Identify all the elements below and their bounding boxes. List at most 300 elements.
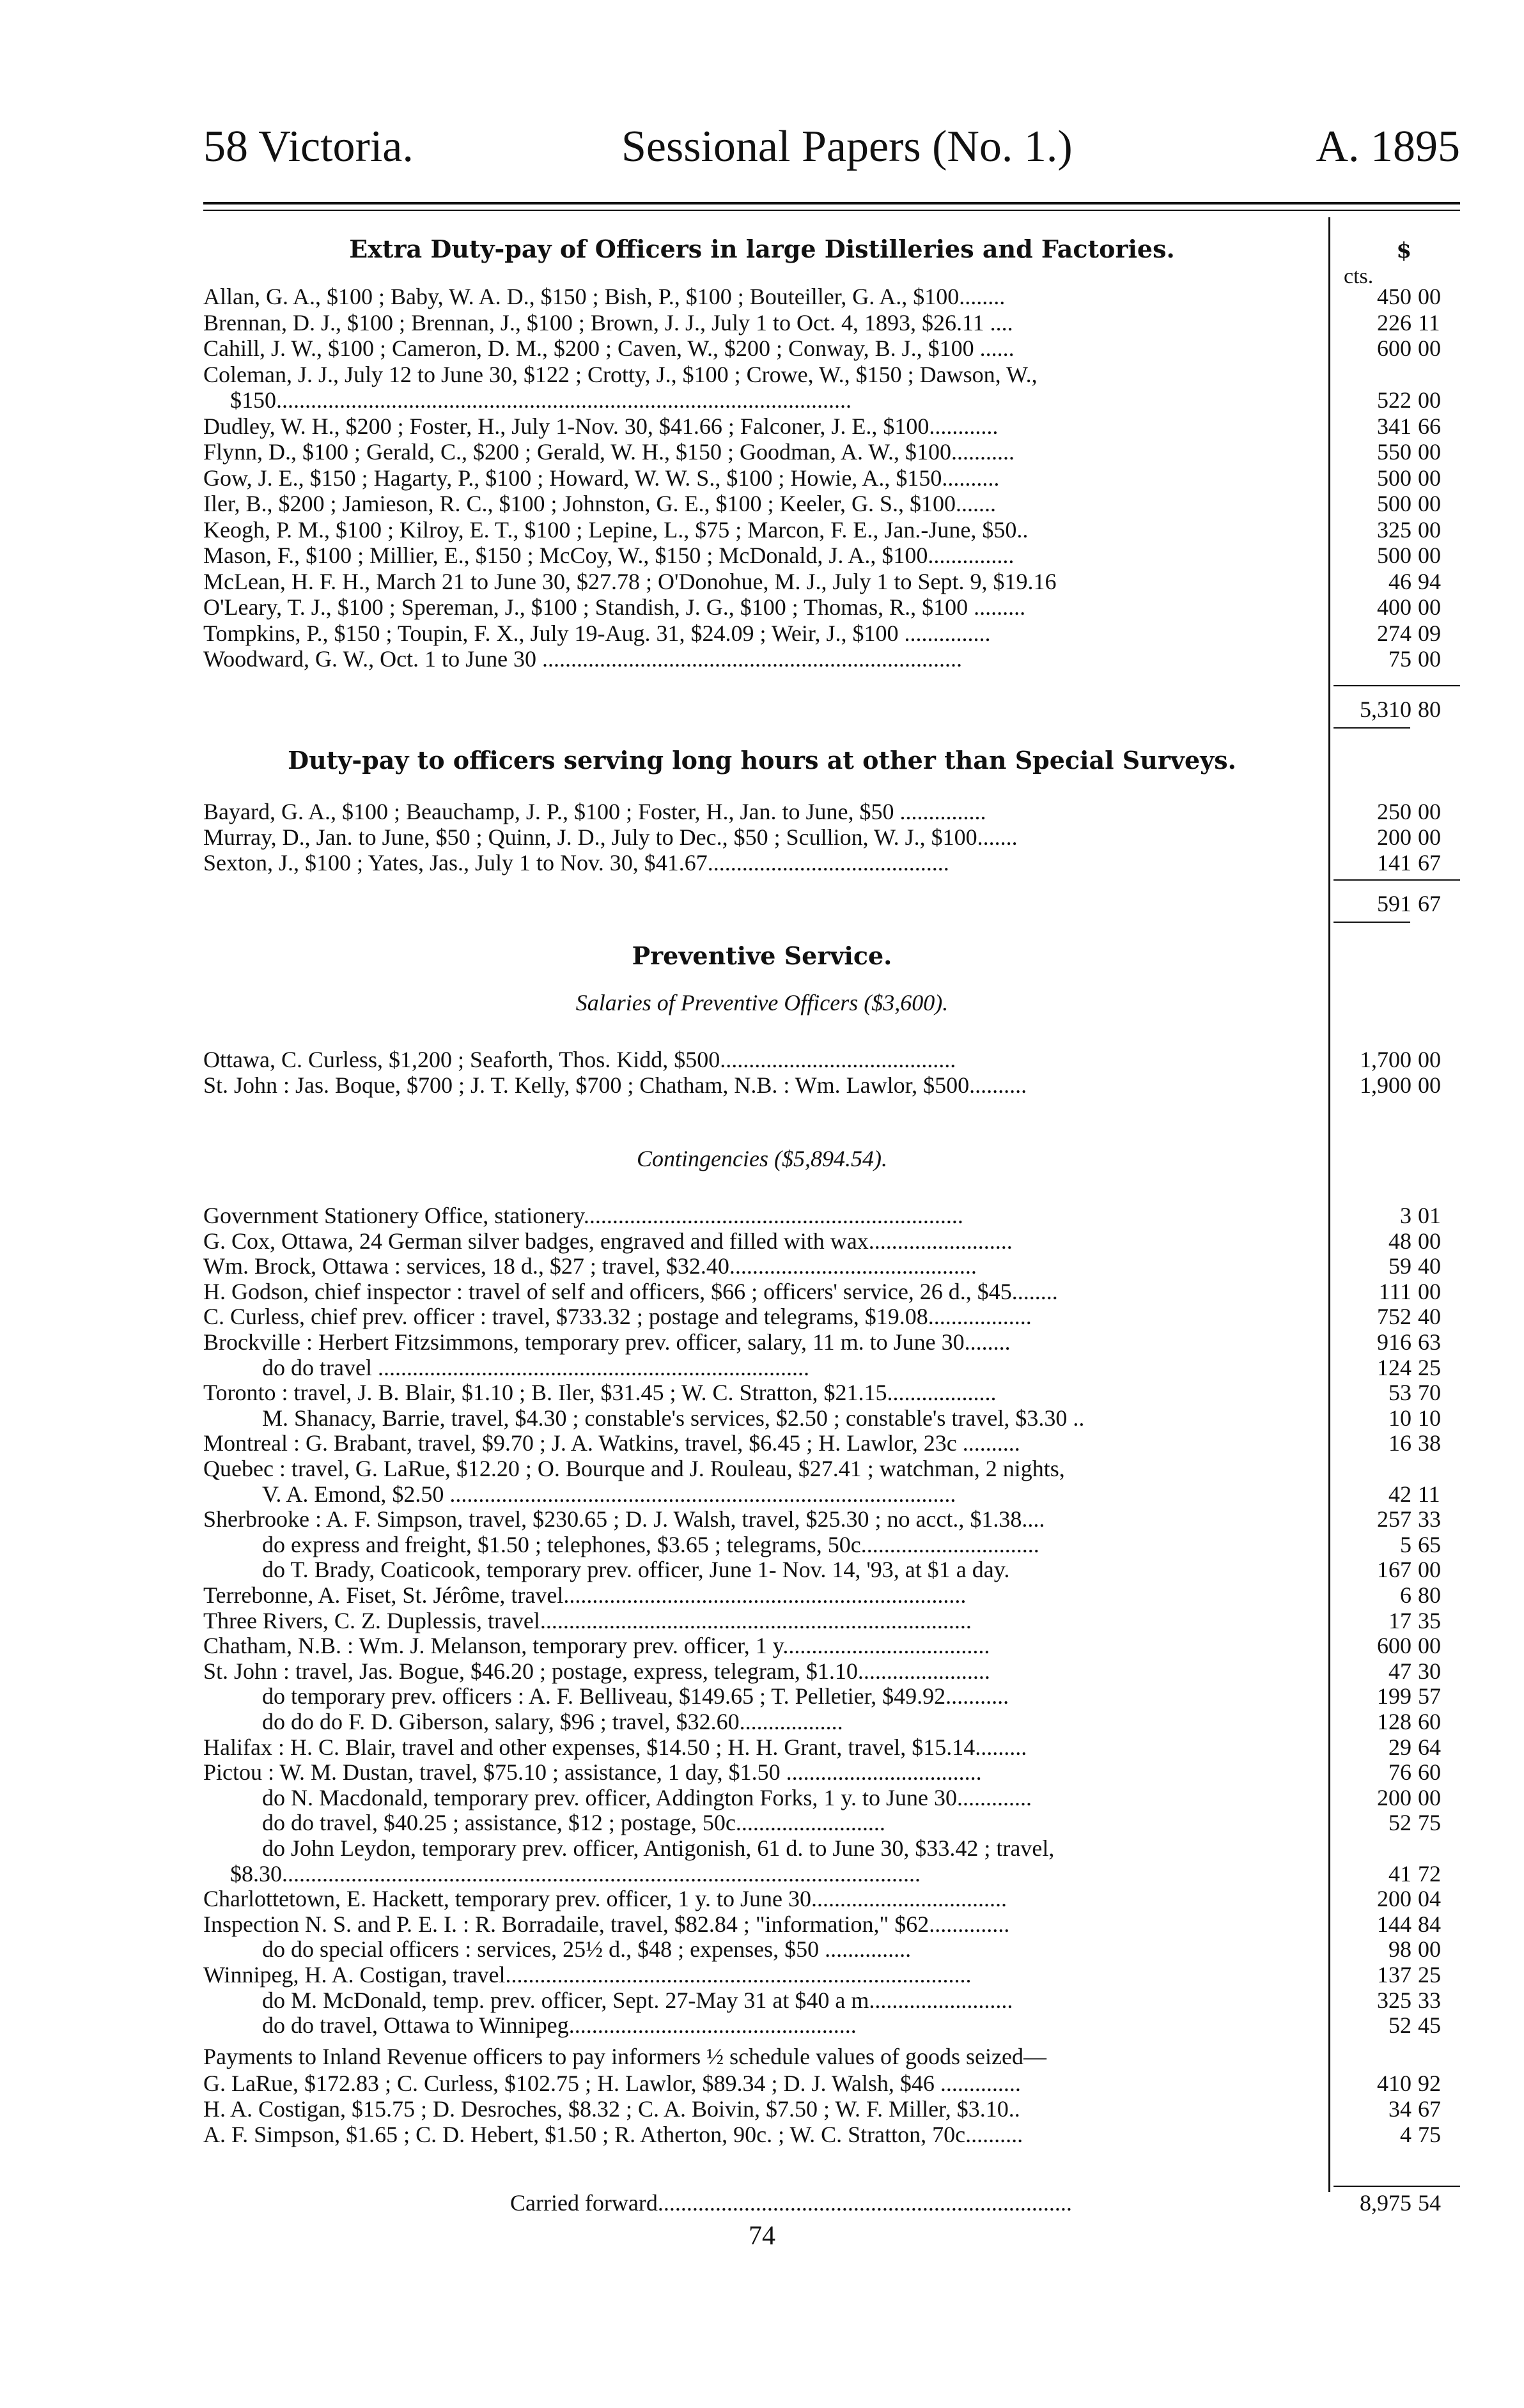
entry-amount: [1337, 594, 1460, 620]
section1-total-dollars: 5,310: [1360, 697, 1411, 722]
carried-forward-line: [203, 2190, 1321, 2216]
entry-text: V. A. Emond, $2.50 ........................................................................................: [262, 1481, 956, 1507]
entry-row: [0, 1810, 1524, 1835]
entry-amount: [1337, 1810, 1460, 1835]
entry-cents: 67: [1418, 850, 1441, 876]
entry-cents: 00: [1418, 465, 1441, 491]
entry-row: [0, 1633, 1524, 1658]
entry-text: $8.30...............................................................................................................: [230, 1860, 921, 1887]
entry-text: Halifax : H. C. Blair, travel and other expenses, $14.50 ; H. H. Grant, travel, $15.14.........: [203, 1734, 1027, 1760]
entry-dollars: 6: [1400, 1582, 1411, 1608]
entry-cents: 72: [1418, 1860, 1441, 1887]
entry-row: [0, 850, 1524, 876]
entry-text: Flynn, D., $100 ; Gerald, C., $200 ; Gerald, W. H., $150 ; Goodman, A. W., $100...........: [203, 439, 1015, 465]
entry-cents: 00: [1418, 1278, 1441, 1304]
entry-row: [0, 569, 1524, 594]
entry-text: Quebec : travel, G. LaRue, $12.20 ; O. Bourque and J. Rouleau, $27.41 ; watchman, 2 nights,: [203, 1456, 1065, 1481]
entry-cents: 67: [1418, 2096, 1441, 2122]
entry-amount: [1337, 569, 1460, 594]
entry-text: Sherbrooke : A. F. Simpson, travel, $230.65 ; D. J. Walsh, travel, $25.30 ; no acct., $1.38....: [203, 1506, 1045, 1532]
entry-text: Pictou : W. M. Dustan, travel, $75.10 ; assistance, 1 day, $1.50 ..................................: [203, 1759, 982, 1786]
entry-dollars: 141: [1377, 850, 1411, 876]
entry-text: Coleman, J. J., July 12 to June 30, $122 ; Crotty, J., $100 ; Crowe, W., $150 ; Dawson, W.,: [203, 361, 1038, 387]
entry-amount: [1337, 799, 1460, 824]
entry-cents: 80: [1418, 1582, 1441, 1608]
entry-cents: 57: [1418, 1683, 1441, 1710]
entry-amount: [1337, 1734, 1460, 1760]
entry-cents: 25: [1418, 1962, 1441, 1987]
entry-row: [0, 439, 1524, 465]
entry-amount: [1337, 1506, 1460, 1532]
entry-dollars: 144: [1377, 1911, 1411, 1937]
entry-text: do do travel, $40.25 ; assistance, $12 ; postage, 50c..........................: [262, 1810, 885, 1836]
entry-row: [0, 1886, 1524, 1911]
entry-text: Woodward, G. W., Oct. 1 to June 30 .........................................................................: [203, 646, 963, 672]
entry-amount: [1337, 1481, 1460, 1507]
entry-dollars: 341: [1377, 413, 1411, 439]
entry-row: [0, 824, 1524, 850]
column-header-amount: [1337, 238, 1460, 289]
entry-text: Tompkins, P., $150 ; Toupin, F. X., July 19-Aug. 31, $24.09 ; Weir, J., $100 ...............: [203, 620, 991, 646]
entry-cents: 11: [1418, 1481, 1440, 1507]
entry-amount: [1337, 1203, 1460, 1228]
entry-amount: [1337, 1633, 1460, 1658]
entry-amount: [1337, 517, 1460, 543]
entry-amount: [1337, 1911, 1460, 1937]
entry-amount: [1337, 284, 1460, 309]
entry-cents: 66: [1418, 413, 1441, 439]
entry-row: [0, 1785, 1524, 1810]
entry-text: St. John : travel, Jas. Bogue, $46.20 ; postage, express, telegram, $1.10.......................: [203, 1658, 990, 1684]
entry-dollars: 5: [1400, 1531, 1411, 1557]
header-session: 58 Victoria.: [203, 122, 414, 171]
entry-cents: 00: [1418, 284, 1441, 309]
entry-dollars: 250: [1377, 799, 1411, 824]
entry-dollars: 274: [1377, 620, 1411, 646]
entry-cents: 00: [1418, 543, 1441, 568]
entry-amount: [1337, 2096, 1460, 2122]
entry-dollars: 76: [1388, 1759, 1411, 1786]
entry-dollars: 52: [1388, 1810, 1411, 1836]
entry-dollars: 500: [1377, 543, 1411, 568]
entry-amount: [1337, 1962, 1460, 1987]
entry-text: do do do F. D. Giberson, salary, $96 ; travel, $32.60..................: [262, 1709, 843, 1734]
entry-amount: [1337, 1279, 1460, 1304]
entry-amount: [1337, 2071, 1460, 2096]
entry-cents: 25: [1418, 1354, 1441, 1380]
entry-text: do express and freight, $1.50 ; telephones, $3.65 ; telegrams, 50c...............................: [262, 1531, 1039, 1557]
entry-row: [0, 1203, 1524, 1228]
entry-cents: 00: [1418, 1557, 1441, 1583]
section2-total: [1337, 891, 1460, 916]
entry-text: G. LaRue, $172.83 ; C. Curless, $102.75 ; H. Lawlor, $89.34 ; D. J. Walsh, $46 ..............: [203, 2071, 1021, 2096]
carried-forward-cents: 54: [1418, 2190, 1441, 2216]
entry-dollars: 48: [1388, 1228, 1411, 1254]
entry-dollars: 29: [1388, 1734, 1411, 1760]
entry-amount: [1337, 1936, 1460, 1962]
entry-row: [0, 1329, 1524, 1355]
entry-text: Gow, J. E., $150 ; Hagarty, P., $100 ; Howard, W. W. S., $100 ; Howie, A., $150..........: [203, 465, 1000, 491]
entry-amount: [1337, 850, 1460, 876]
entry-cents: 63: [1418, 1329, 1441, 1355]
entry-row: [0, 387, 1524, 413]
entry-cents: 65: [1418, 1531, 1441, 1557]
entry-cents: 35: [1418, 1607, 1441, 1633]
entry-cents: 94: [1418, 568, 1441, 594]
entry-amount: [1337, 1253, 1460, 1279]
entry-amount: [1337, 1683, 1460, 1709]
entry-text: Sexton, J., $100 ; Yates, Jas., July 1 to Nov. 30, $41.67..........................................: [203, 850, 949, 876]
entry-row: [0, 413, 1524, 439]
section1-total-rule: [1334, 685, 1460, 686]
entry-amount: [1337, 465, 1460, 491]
entry-amount: [1337, 310, 1460, 336]
entry-dollars: 200: [1377, 1784, 1411, 1810]
entry-dollars: 47: [1388, 1658, 1411, 1684]
entry-amount: [1337, 1861, 1460, 1887]
entry-row: [0, 1658, 1524, 1684]
entry-amount: [1337, 1405, 1460, 1431]
entry-dollars: 325: [1377, 516, 1411, 543]
entry-text: Government Stationery Office, stationery..................................................................: [203, 1203, 963, 1228]
entry-dollars: 325: [1377, 1987, 1411, 2013]
entry-cents: 00: [1418, 439, 1441, 465]
entry-cents: 64: [1418, 1734, 1441, 1760]
entry-row: [0, 2012, 1524, 2038]
header-rule-top: [203, 202, 1460, 205]
entry-dollars: 450: [1377, 284, 1411, 309]
entry-text: Inspection N. S. and P. E. I. : R. Borradaile, travel, $82.84 ; "information," $62..............: [203, 1911, 1010, 1937]
entry-dollars: 53: [1388, 1380, 1411, 1406]
entry-text: Montreal : G. Brabant, travel, $9.70 ; J. A. Watkins, travel, $6.45 ; H. Lawlor, 23c ..........: [203, 1430, 1020, 1456]
header-year: A. 1895: [1316, 122, 1460, 171]
entry-text: H. Godson, chief inspector : travel of self and officers, $66 ; officers' service, 26 d., $45........: [203, 1278, 1058, 1304]
entry-row: [0, 646, 1524, 672]
entry-text: Allan, G. A., $100 ; Baby, W. A. D., $150 ; Bish, P., $100 ; Bouteiller, G. A., $100........: [203, 284, 1006, 309]
entry-amount: [1337, 1532, 1460, 1557]
entry-dollars: 752: [1377, 1304, 1411, 1330]
payments-heading-text: Payments to Inland Revenue officers to pay informers ½ schedule values of goods seized—: [203, 2044, 1046, 2069]
entry-text: do M. McDonald, temp. prev. officer, Sept. 27-May 31 at $40 a m.........................: [262, 1987, 1013, 2013]
entry-amount: [1337, 2122, 1460, 2147]
entry-dollars: 46: [1388, 568, 1411, 594]
entry-text: do do special officers : services, 25½ d., $48 ; expenses, $50 ...............: [262, 1936, 912, 1963]
entry-text: St. John : Jas. Boque, $700 ; J. T. Kelly, $700 ; Chatham, N.B. : Wm. Lawlor, $500..........: [203, 1072, 1027, 1098]
entry-cents: 00: [1418, 1047, 1441, 1072]
entry-row: [0, 799, 1524, 824]
entry-cents: 00: [1418, 1633, 1441, 1659]
entry-cents: 38: [1418, 1430, 1441, 1456]
entry-amount: [1337, 1658, 1460, 1684]
entry-row: [0, 1709, 1524, 1734]
entry-amount: [1337, 2012, 1460, 2038]
entry-dollars: 41: [1388, 1860, 1411, 1887]
page-number: 74: [749, 2221, 775, 2251]
entry-dollars: 1,900: [1360, 1072, 1411, 1098]
header-title: Sessional Papers (No. 1.): [621, 122, 1073, 171]
entry-dollars: 4: [1400, 2122, 1411, 2147]
entry-row: [0, 1582, 1524, 1608]
section2-total-cents: 67: [1418, 891, 1441, 916]
entry-row: [0, 310, 1524, 336]
entry-dollars: 600: [1377, 336, 1411, 361]
entry-text: Iler, B., $200 ; Jamieson, R. C., $100 ; Johnston, G. E., $100 ; Keeler, G. S., $100.......: [203, 491, 997, 516]
entry-row: [0, 1962, 1524, 1987]
entry-cents: 00: [1418, 491, 1441, 516]
entry-text: do do travel ...........................................................................: [262, 1354, 809, 1380]
section2-total-underline: [1334, 922, 1410, 923]
entry-dollars: 111: [1378, 1278, 1411, 1304]
entry-amount: [1337, 1329, 1460, 1355]
entry-text: Keogh, P. M., $100 ; Kilroy, E. T., $100 ; Lepine, L., $75 ; Marcon, F. E., Jan.-June, $50..: [203, 516, 1029, 543]
entry-row: [0, 465, 1524, 491]
entry-text: do T. Brady, Coaticook, temporary prev. officer, June 1- Nov. 14, '93, at $1 a day.: [262, 1557, 1010, 1583]
entry-amount: [1337, 824, 1460, 850]
entry-row: [0, 362, 1524, 387]
entry-row: [0, 1072, 1524, 1098]
section-title-preventive-service: Preventive Service.: [632, 941, 892, 970]
entry-cents: 92: [1418, 2071, 1441, 2096]
entry-amount: [1337, 1759, 1460, 1785]
entry-amount: [1337, 1304, 1460, 1329]
entry-row: [0, 2122, 1524, 2147]
entry-cents: 75: [1418, 2122, 1441, 2147]
entry-text: Bayard, G. A., $100 ; Beauchamp, J. P., $100 ; Foster, H., Jan. to June, $50 ...............: [203, 799, 986, 824]
section-title-extra-duty-pay: Extra Duty-pay of Officers in large Distilleries and Factories.: [349, 235, 1175, 263]
entry-amount: [1337, 439, 1460, 465]
entry-dollars: 226: [1377, 309, 1411, 336]
header-rule-bottom: [203, 210, 1460, 211]
entry-text: Murray, D., Jan. to June, $50 ; Quinn, J. D., July to Dec., $50 ; Scullion, W. J., $100.......: [203, 824, 1018, 850]
entry-dollars: 257: [1377, 1506, 1411, 1532]
entry-row: [0, 1911, 1524, 1937]
entry-cents: 00: [1418, 824, 1441, 850]
section2-total-dollars: 591: [1377, 891, 1411, 916]
entry-cents: 33: [1418, 1506, 1441, 1532]
entry-amount: [1337, 543, 1460, 568]
entry-cents: 00: [1418, 387, 1441, 413]
entry-dollars: 52: [1388, 2012, 1411, 2039]
entry-amount: [1337, 1228, 1460, 1254]
subtitle-contingencies: Contingencies ($5,894.54).: [637, 1146, 887, 1171]
entry-dollars: 42: [1388, 1481, 1411, 1507]
entry-row: [0, 1532, 1524, 1557]
column-header-cents: cts.: [1344, 265, 1374, 288]
entry-cents: 75: [1418, 1810, 1441, 1836]
entry-text: G. Cox, Ottawa, 24 German silver badges, engraved and filled with wax.........................: [203, 1228, 1013, 1254]
entry-text: C. Curless, chief prev. officer : travel, $733.32 ; postage and telegrams, $19.08..................: [203, 1304, 1032, 1330]
entry-row: [0, 1759, 1524, 1785]
entry-dollars: 167: [1377, 1557, 1411, 1583]
entry-dollars: 400: [1377, 594, 1411, 620]
subtitle-salaries: Salaries of Preventive Officers ($3,600).: [575, 990, 949, 1015]
entry-amount: [1337, 1886, 1460, 1911]
entry-row: [0, 1861, 1524, 1887]
entry-text: Toronto : travel, J. B. Blair, $1.10 ; B. Iler, $31.45 ; W. C. Stratton, $21.15...................: [203, 1380, 997, 1406]
entry-text: Brockville : Herbert Fitzsimmons, temporary prev. officer, salary, 11 m. to June 30........: [203, 1329, 1011, 1355]
entry-dollars: 98: [1388, 1936, 1411, 1963]
entry-cents: 00: [1418, 336, 1441, 361]
entry-amount: [1337, 362, 1460, 387]
entry-text: do temporary prev. officers : A. F. Belliveau, $149.65 ; T. Pelletier, $49.92...........: [262, 1683, 1009, 1710]
entry-amount: [1337, 1456, 1460, 1481]
entry-cents: 00: [1418, 646, 1441, 672]
entry-row: [0, 284, 1524, 309]
entry-dollars: 75: [1388, 646, 1411, 672]
entry-amount: [1337, 1785, 1460, 1810]
entry-cents: 40: [1418, 1304, 1441, 1330]
entry-amount: [1337, 1582, 1460, 1608]
entry-text: Dudley, W. H., $200 ; Foster, H., July 1-Nov. 30, $41.66 ; Falconer, J. E., $100............: [203, 413, 999, 439]
entry-amount: [1337, 387, 1460, 413]
entry-dollars: 137: [1377, 1962, 1411, 1987]
entry-dollars: 124: [1377, 1354, 1411, 1380]
entry-row: [0, 1405, 1524, 1431]
entry-row: [0, 594, 1524, 620]
entry-row: [0, 1430, 1524, 1456]
entry-row: [0, 1380, 1524, 1405]
entry-cents: 60: [1418, 1709, 1441, 1734]
entry-dollars: 550: [1377, 439, 1411, 465]
entry-text: Brennan, D. J., $100 ; Brennan, J., $100 ; Brown, J. J., July 1 to Oct. 4, 1893, $26.11 ....: [203, 309, 1013, 336]
entry-cents: 84: [1418, 1911, 1441, 1937]
carried-forward-total: [1337, 2190, 1460, 2216]
entry-cents: 00: [1418, 1072, 1441, 1098]
entry-amount: [1337, 491, 1460, 516]
entry-row: [0, 543, 1524, 568]
entry-amount: [1337, 1072, 1460, 1098]
entry-row: [0, 1481, 1524, 1507]
entry-dollars: 522: [1377, 387, 1411, 413]
carried-forward-label: Carried forward........................................................................: [510, 2190, 1072, 2216]
entry-text: do John Leydon, temporary prev. officer, Antigonish, 61 d. to June 30, $33.42 ; travel,: [262, 1835, 1055, 1861]
entry-row: [0, 336, 1524, 361]
entry-row: [0, 1506, 1524, 1532]
entry-amount: [1337, 646, 1460, 672]
entry-row: [0, 1683, 1524, 1709]
carried-forward-dollars: 8,975: [1360, 2190, 1411, 2216]
entry-dollars: 200: [1377, 824, 1411, 850]
entry-cents: 00: [1418, 1784, 1441, 1810]
entry-dollars: 500: [1377, 465, 1411, 491]
entry-dollars: 16: [1388, 1430, 1411, 1456]
entry-amount: [1337, 1380, 1460, 1405]
entry-row: [0, 1835, 1524, 1861]
entry-amount: [1337, 1835, 1460, 1861]
entry-cents: 10: [1418, 1405, 1441, 1431]
entry-cents: 60: [1418, 1759, 1441, 1786]
entry-cents: 00: [1418, 594, 1441, 620]
entry-text: Chatham, N.B. : Wm. J. Melanson, temporary prev. officer, 1 y....................................: [203, 1633, 990, 1659]
entry-amount: [1337, 1047, 1460, 1072]
entry-text: O'Leary, T. J., $100 ; Spereman, J., $100 ; Standish, J. G., $100 ; Thomas, R., $100 .........: [203, 594, 1026, 620]
entry-text: A. F. Simpson, $1.65 ; C. D. Hebert, $1.50 ; R. Atherton, 90c. ; W. C. Stratton, 70c..........: [203, 2122, 1023, 2147]
entry-row: [0, 1047, 1524, 1072]
entry-text: Wm. Brock, Ottawa : services, 18 d., $27 ; travel, $32.40...........................................: [203, 1253, 977, 1279]
entry-row: [0, 1557, 1524, 1582]
entry-dollars: 59: [1388, 1253, 1411, 1279]
entry-dollars: 1,700: [1360, 1047, 1411, 1072]
entry-amount: [1337, 1709, 1460, 1734]
entry-text: Cahill, J. W., $100 ; Cameron, D. M., $200 ; Caven, W., $200 ; Conway, B. J., $100 ......: [203, 336, 1015, 361]
section2-total-rule: [1334, 879, 1460, 881]
entry-dollars: 916: [1377, 1329, 1411, 1355]
entry-cents: 30: [1418, 1658, 1441, 1684]
entry-dollars: 410: [1377, 2071, 1411, 2096]
entry-row: [0, 1734, 1524, 1760]
entry-text: Terrebonne, A. Fiset, St. Jérôme, travel......................................................................: [203, 1582, 967, 1608]
entry-amount: [1337, 336, 1460, 361]
section1-total-underline: [1334, 727, 1410, 729]
entry-text: $150....................................................................................................: [230, 387, 851, 413]
carried-forward-rule: [1334, 2186, 1460, 2187]
entry-text: H. A. Costigan, $15.75 ; D. Desroches, $8.32 ; C. A. Boivin, $7.50 ; W. F. Miller, $3.10..: [203, 2096, 1020, 2122]
entry-amount: [1337, 1987, 1460, 2013]
entry-row: [0, 1279, 1524, 1304]
payments-heading: [0, 2044, 1524, 2069]
entry-cents: 00: [1418, 799, 1441, 824]
entry-cents: 33: [1418, 1987, 1441, 2013]
entry-row: [0, 2096, 1524, 2122]
entry-text: do do travel, Ottawa to Winnipeg..................................................: [262, 2012, 857, 2039]
entry-row: [0, 1608, 1524, 1633]
entry-amount: [1337, 1608, 1460, 1633]
entry-row: [0, 1253, 1524, 1279]
entry-dollars: 17: [1388, 1607, 1411, 1633]
entry-dollars: 128: [1377, 1709, 1411, 1734]
entry-row: [0, 1304, 1524, 1329]
entry-text: Winnipeg, H. A. Costigan, travel.................................................................................: [203, 1962, 972, 1987]
entry-dollars: 34: [1388, 2096, 1411, 2122]
column-header-dollars: $: [1396, 238, 1411, 263]
entry-row: [0, 517, 1524, 543]
entry-dollars: 10: [1388, 1405, 1411, 1431]
entry-cents: 01: [1418, 1203, 1441, 1228]
entry-dollars: 3: [1400, 1203, 1411, 1228]
entry-cents: 45: [1418, 2012, 1441, 2039]
entry-cents: 00: [1418, 1936, 1441, 1963]
entry-row: [0, 621, 1524, 646]
entry-cents: 40: [1418, 1253, 1441, 1279]
section-title-long-hours: Duty-pay to officers serving long hours at other than Special Surveys.: [288, 746, 1236, 775]
entry-amount: [1337, 1430, 1460, 1456]
section1-total-cents: 80: [1418, 697, 1441, 722]
entry-cents: 04: [1418, 1886, 1441, 1912]
entry-cents: 00: [1418, 1228, 1441, 1254]
entry-cents: 00: [1418, 516, 1441, 543]
entry-dollars: 199: [1377, 1683, 1411, 1710]
entry-row: [0, 1456, 1524, 1481]
entry-amount: [1337, 1557, 1460, 1582]
entry-dollars: 200: [1377, 1886, 1411, 1912]
entry-row: [0, 2071, 1524, 2096]
entry-row: [0, 1987, 1524, 2013]
entry-row: [0, 1355, 1524, 1380]
entry-amount: [1337, 621, 1460, 646]
entry-text: Charlottetown, E. Hackett, temporary prev. officer, 1 y. to June 30..................................: [203, 1886, 1007, 1912]
entry-row: [0, 491, 1524, 516]
entry-dollars: 600: [1377, 1633, 1411, 1659]
entry-amount: [1337, 1355, 1460, 1380]
entry-text: McLean, H. F. H., March 21 to June 30, $27.78 ; O'Donohue, M. J., July 1 to Sept. 9, $19.16: [203, 568, 1057, 594]
entry-row: [0, 1228, 1524, 1254]
section1-total: [1337, 697, 1460, 722]
entry-text: do N. Macdonald, temporary prev. officer, Addington Forks, 1 y. to June 30.............: [262, 1784, 1032, 1810]
entry-amount: [1337, 413, 1460, 439]
entry-text: Mason, F., $100 ; Millier, E., $150 ; McCoy, W., $150 ; McDonald, J. A., $100...............: [203, 543, 1015, 568]
entry-dollars: 500: [1377, 491, 1411, 516]
entry-cents: 09: [1418, 620, 1441, 646]
